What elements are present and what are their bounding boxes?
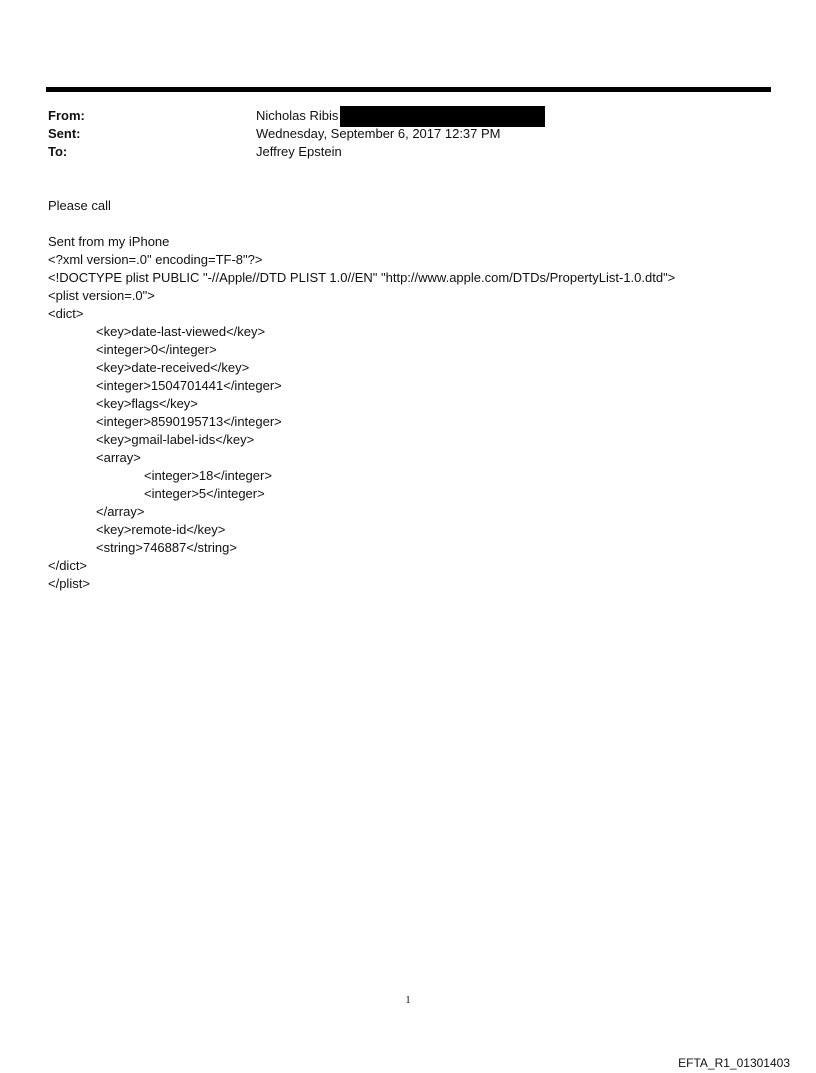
sent-label: Sent:	[48, 126, 81, 141]
xml-line: </array>	[96, 504, 145, 519]
email-header	[48, 107, 768, 161]
xml-line: <key>remote-id</key>	[96, 522, 226, 537]
greeting-line: Please call	[48, 198, 111, 213]
xml-line: <key>gmail-label-ids</key>	[96, 432, 255, 447]
xml-line: <key>date-received</key>	[96, 360, 250, 375]
blank-line	[48, 215, 768, 233]
xml-line: <integer>8590195713</integer>	[96, 414, 282, 429]
xml-line: </plist>	[48, 576, 90, 591]
signature-line: Sent from my iPhone	[48, 234, 170, 249]
xml-line: <integer>5</integer>	[144, 486, 265, 501]
to-value: Jeffrey Epstein	[256, 144, 342, 159]
from-value-wrap	[256, 106, 545, 127]
document-id: EFTA_R1_01301403	[678, 1056, 790, 1070]
to-label: To:	[48, 144, 68, 159]
page-number: 1	[405, 994, 411, 1006]
xml-line: <array>	[96, 450, 141, 465]
from-value: Nicholas Ribis	[256, 108, 339, 123]
xml-line: <key>flags</key>	[96, 396, 198, 411]
xml-line: <integer>1504701441</integer>	[96, 378, 282, 393]
xml-line: </dict>	[48, 558, 88, 573]
header-rule	[46, 87, 771, 92]
from-row	[48, 107, 768, 125]
from-label: From:	[48, 108, 85, 123]
xml-line: <integer>18</integer>	[144, 468, 272, 483]
xml-line: <plist version=.0">	[48, 288, 155, 303]
email-body	[48, 197, 768, 593]
xml-line: <integer>0</integer>	[96, 342, 217, 357]
xml-line: <!DOCTYPE plist PUBLIC "-//Apple//DTD PLIST 1.0//EN" "http://www.apple.com/DTDs/PropertyList-1.0.dtd">	[48, 270, 676, 285]
redaction-block	[340, 106, 545, 127]
sent-value: Wednesday, September 6, 2017 12:37 PM	[256, 126, 501, 141]
xml-line: <string>746887</string>	[96, 540, 237, 555]
xml-line: <key>date-last-viewed</key>	[96, 324, 266, 339]
xml-line: <dict>	[48, 306, 84, 321]
sent-row	[48, 125, 768, 143]
to-row	[48, 143, 768, 161]
xml-line: <?xml version=.0" encoding=TF-8"?>	[48, 252, 263, 267]
